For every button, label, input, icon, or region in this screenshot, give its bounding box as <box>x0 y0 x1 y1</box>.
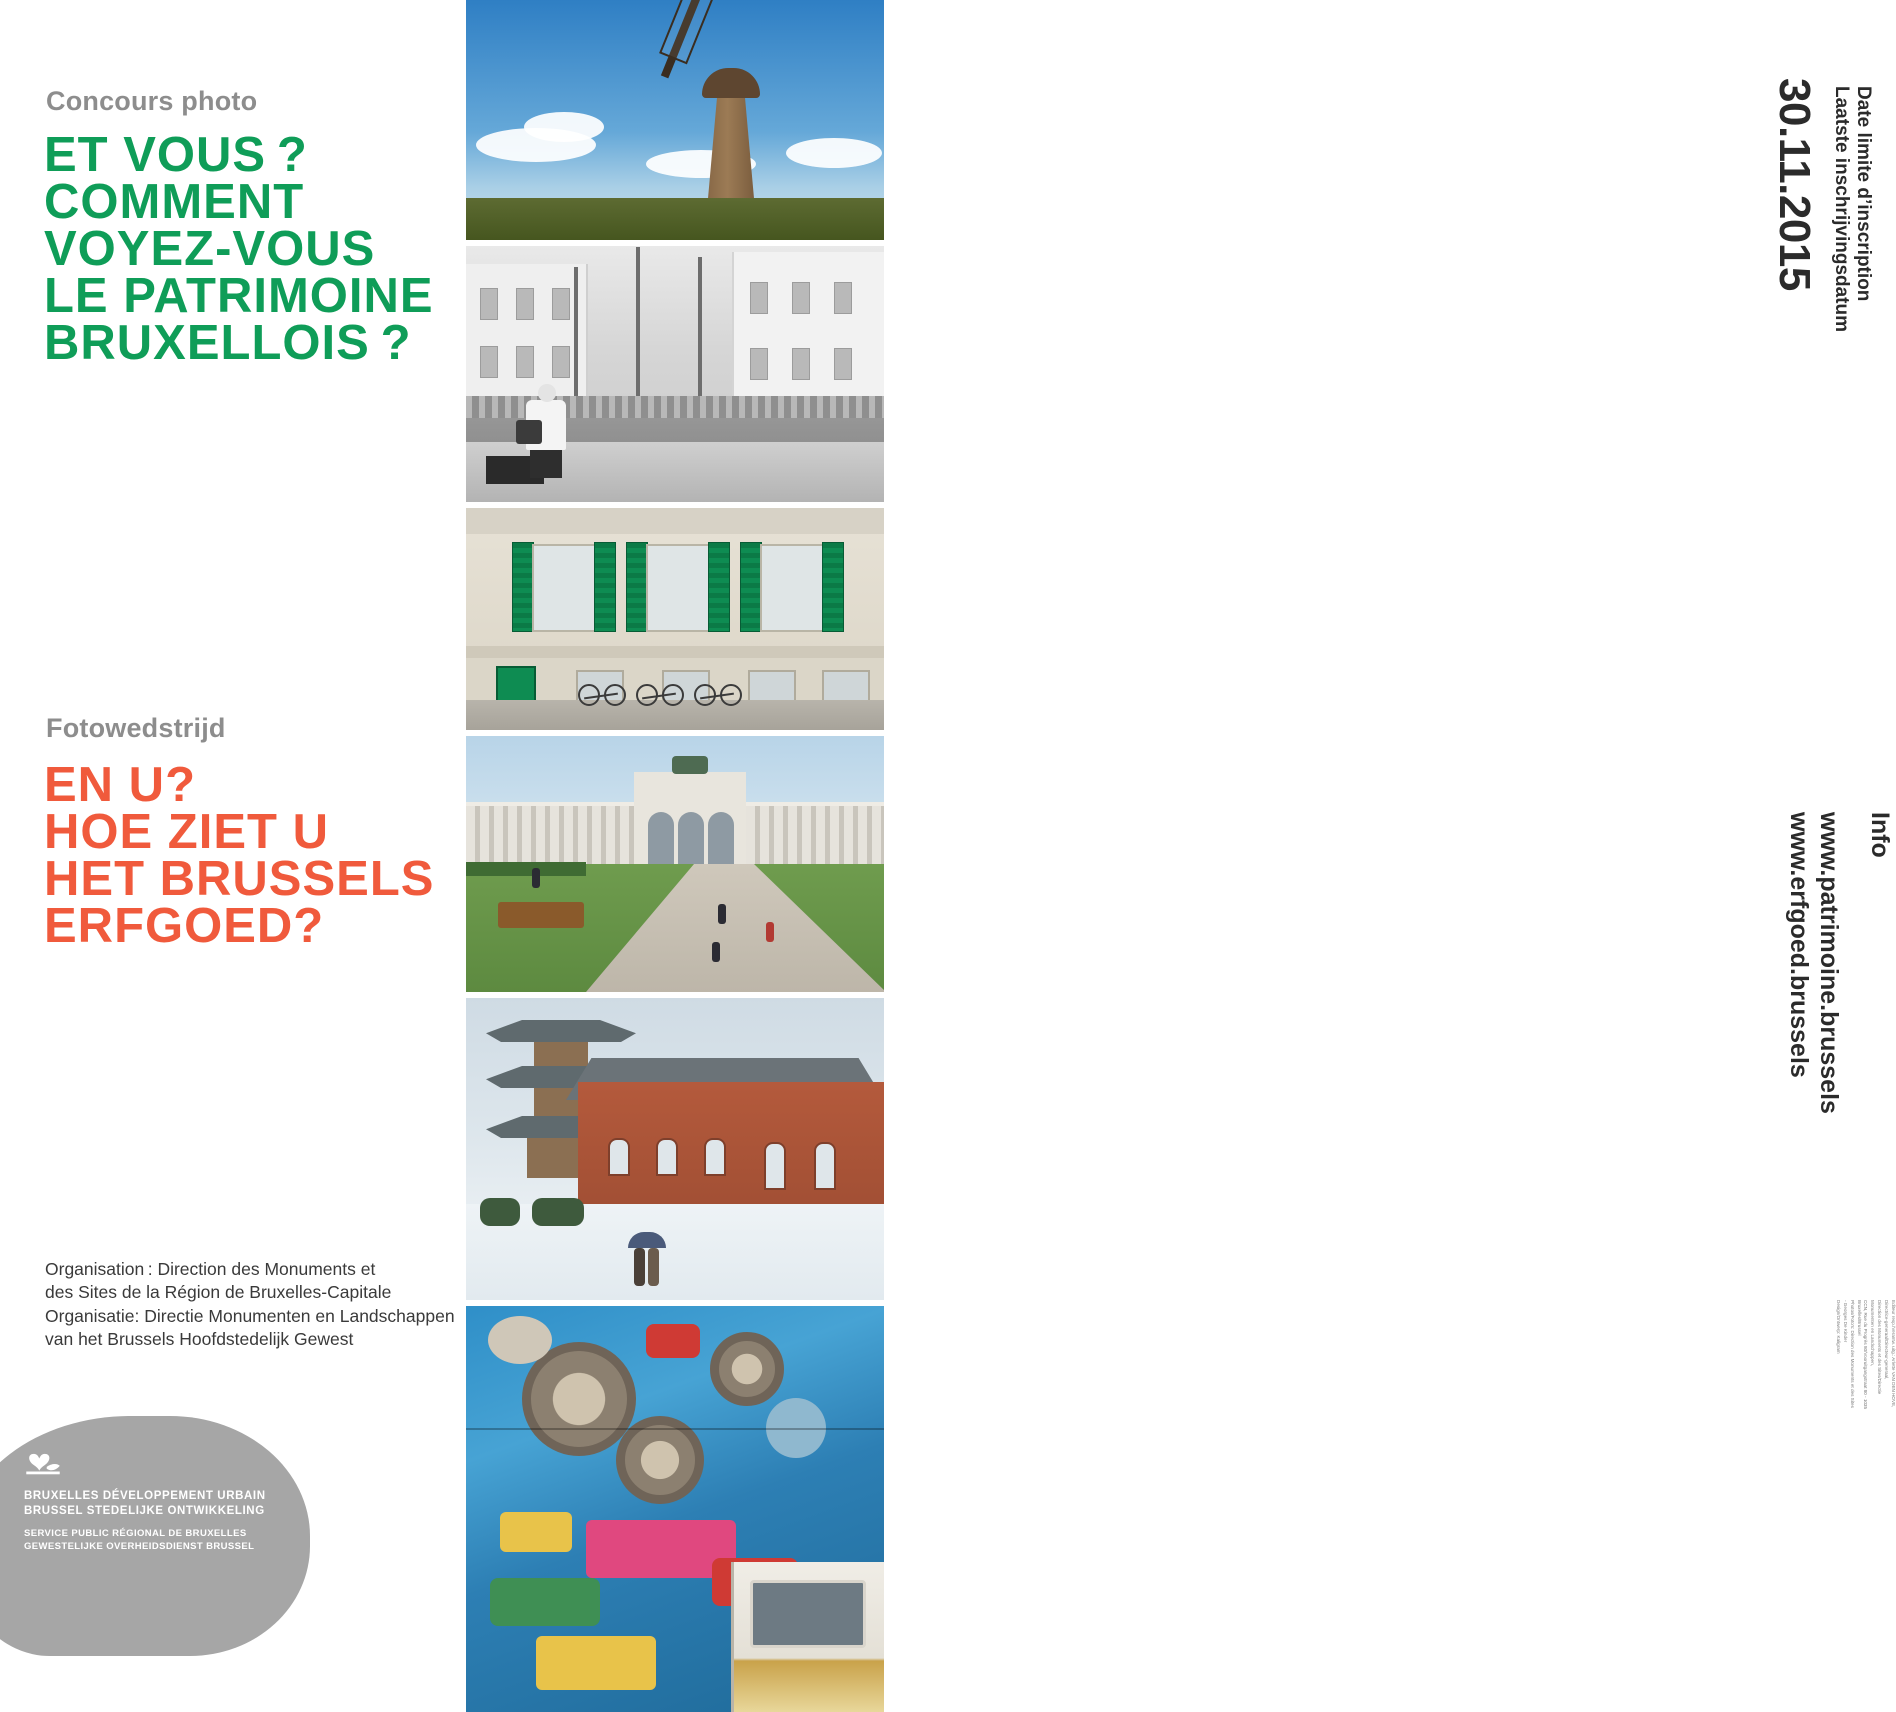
window-icon <box>552 288 570 320</box>
green-shutter <box>594 542 616 632</box>
window-icon <box>750 348 768 380</box>
snow-ground <box>466 1204 884 1300</box>
snow-bush <box>480 1198 520 1226</box>
quadriga-statue <box>672 756 708 774</box>
window-icon <box>480 288 498 320</box>
kicker-french: Concours photo <box>46 86 258 116</box>
headline-french-line-3: VOYEZ-VOUS <box>44 222 376 277</box>
window-icon <box>704 1138 726 1176</box>
headline-french-line-2: COMMENT <box>44 175 305 230</box>
accordion <box>516 420 542 444</box>
organisation-line-4: van het Brussels Hoofdstedelijk Gewest <box>45 1329 354 1350</box>
window-icon <box>516 288 534 320</box>
cloud-icon <box>524 112 604 142</box>
green-shutter <box>822 542 844 632</box>
window-icon <box>750 282 768 314</box>
window-icon <box>814 1142 836 1190</box>
bare-tree <box>698 257 702 407</box>
window-icon <box>764 1142 786 1190</box>
photo-green-shutters-facade <box>466 508 884 730</box>
window-icon <box>532 544 598 632</box>
photo-windmill <box>466 0 884 240</box>
arch-opening <box>678 812 704 866</box>
triumphal-arch <box>634 772 746 866</box>
van-window <box>750 1580 866 1648</box>
mural-gear <box>710 1332 784 1406</box>
organisation-line-2: des Sites de la Région de Bruxelles-Capitale <box>45 1282 392 1303</box>
info-url-dutch[interactable]: www.erfgoed.brussels <box>1785 812 1813 1078</box>
bw-scene <box>466 246 884 502</box>
heart-leaf-icon <box>24 1452 62 1478</box>
window-icon <box>656 1138 678 1176</box>
green-shutter <box>626 542 648 632</box>
green-shutter <box>512 542 534 632</box>
window-icon <box>760 544 826 632</box>
window-icon <box>792 282 810 314</box>
pagoda-roof <box>486 1020 636 1042</box>
organisation-line-1: Organisation : Direction des Monuments et <box>45 1259 376 1279</box>
window-icon <box>480 346 498 378</box>
snow-bush <box>532 1198 584 1226</box>
headline-french-line-1: ET VOUS ? <box>44 128 308 182</box>
window-icon <box>552 346 570 378</box>
pagoda-tier <box>534 1042 588 1068</box>
couple-with-umbrella <box>634 1232 660 1286</box>
window-icon <box>516 346 534 378</box>
deadline-label-nl: Laatste inschrijvingsdatum <box>1830 86 1852 333</box>
logo-line-3: SERVICE PUBLIC RÉGIONAL DE BRUXELLES <box>24 1528 247 1540</box>
window-icon <box>646 544 712 632</box>
logo-line-1: BRUXELLES DÉVELOPPEMENT URBAIN <box>24 1490 266 1502</box>
mural-shape <box>646 1324 700 1358</box>
info-title: Info <box>1866 812 1894 858</box>
bicycle-icon <box>694 680 740 706</box>
musician-legs <box>530 448 562 478</box>
headline-dutch <box>44 758 474 954</box>
green-shutter <box>708 542 730 632</box>
cornice <box>466 508 884 534</box>
headline-dutch-line-2: HOE ZIET U <box>44 805 329 860</box>
headline-dutch-line-1: EN U? <box>44 758 196 812</box>
facade-band <box>466 646 884 658</box>
cloud-icon <box>786 138 882 168</box>
hedge <box>466 862 586 876</box>
parked-van <box>731 1562 884 1712</box>
headline-dutch-line-4: ERFGOED? <box>44 899 325 954</box>
logo-line-4: GEWESTELIJKE OVERHEIDSDIENST BRUSSEL <box>24 1540 255 1552</box>
pedestrian <box>712 942 720 962</box>
info-url-french[interactable]: www.patrimoine.brussels <box>1815 812 1843 1114</box>
colophon: Editeur resp./Verantw. uitg.: Arlette VAN DEN HOVE, Directrice-generaal/Directeur-generaal, Direction des Monuments et des Sites/Directie Monumenten en Landschappen, CCN, Rue du Progrès 80/Vooruitgangstraat 80 - 1035 Bruxelles/Brussel Photos/Foto's: Direction des Monuments et des Sites - Georges De Kinder Design/Ontwerp: Kaligram <box>1835 1300 1896 1410</box>
arch-opening <box>708 812 734 866</box>
headline-french-line-5: BRUXELLOIS ? <box>44 316 412 371</box>
bare-tree <box>574 267 578 407</box>
window-icon <box>608 1138 630 1176</box>
text-column <box>0 0 466 1712</box>
window-icon <box>792 348 810 380</box>
bicycle-icon <box>636 680 682 706</box>
info-urls <box>1784 812 1844 1114</box>
arch-opening <box>648 812 674 866</box>
pedestrian <box>718 904 726 924</box>
mural-seam <box>466 1428 884 1430</box>
window-icon <box>834 282 852 314</box>
pedestrian <box>532 868 540 888</box>
institution-logo <box>24 1452 324 1553</box>
mural-shape <box>490 1578 600 1626</box>
headline-dutch-line-3: HET BRUSSELS <box>44 852 435 907</box>
photo-chinese-pavilion-snow <box>466 998 884 1300</box>
bare-tree <box>636 247 640 407</box>
window-icon <box>834 348 852 380</box>
green-shutter <box>740 542 762 632</box>
photo-cinquantenaire-arch <box>466 736 884 992</box>
photo-accordion-player <box>466 246 884 502</box>
sidebar <box>884 0 1896 1712</box>
pedestrian <box>766 922 774 942</box>
deadline-label-fr: Date limite d’inscription <box>1853 86 1874 302</box>
photo-strip <box>466 0 884 1712</box>
grass-foreground <box>466 198 884 240</box>
kicker-dutch: Fotowedstrijd <box>46 713 226 743</box>
mural-shape <box>488 1316 552 1364</box>
mural-shape <box>500 1512 572 1552</box>
deadline-labels <box>1829 86 1874 332</box>
headline-french-line-4: LE PATRIMOINE <box>44 269 434 324</box>
person-figure <box>648 1248 659 1286</box>
facade <box>466 508 884 730</box>
park-bench <box>498 902 584 928</box>
logo-line-2: BRUSSEL STEDELIJKE ONTWIKKELING <box>24 1504 265 1517</box>
deadline-date: 30.11.2015 <box>1770 78 1819 291</box>
musician-head <box>538 384 556 402</box>
mural-shape <box>536 1636 656 1690</box>
organisation-credits <box>45 1258 455 1352</box>
headline-french <box>44 128 474 371</box>
organisation-line-3: Organisatie: Directie Monumenten en Landschappen <box>45 1305 455 1326</box>
bicycle-icon <box>578 680 624 706</box>
person-figure <box>634 1248 645 1286</box>
photo-street-art-mural <box>466 1306 884 1712</box>
